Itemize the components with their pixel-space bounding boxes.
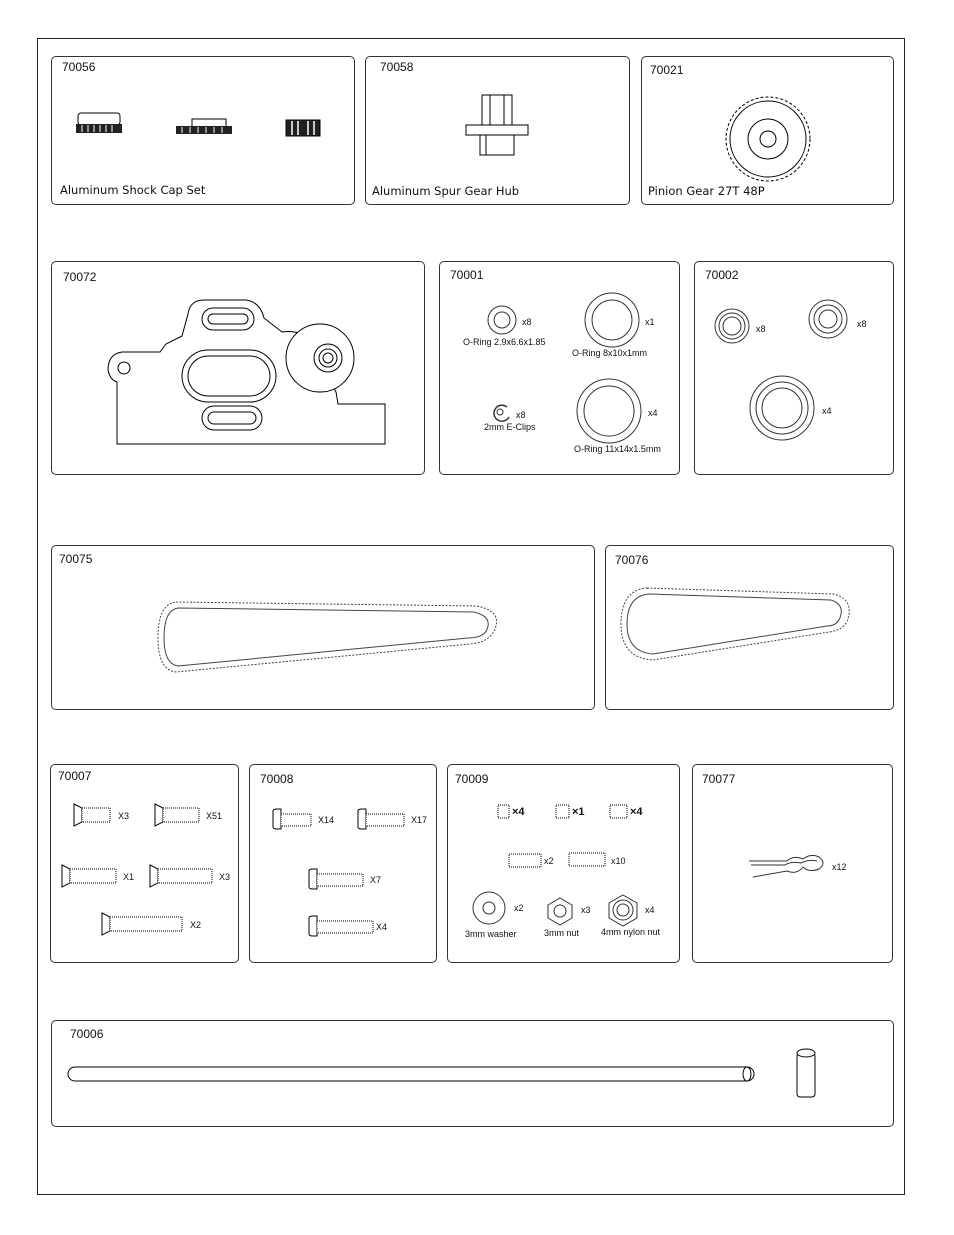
item-qty: x8: [857, 319, 867, 329]
button-head-screw-icon: [307, 914, 387, 944]
item-label: 3mm washer: [465, 929, 517, 939]
item-qty: x8: [522, 317, 532, 327]
washer-icon: [472, 891, 508, 927]
item-label: 2mm E-Clips: [484, 422, 536, 432]
item-label: 4mm nylon nut: [601, 927, 661, 937]
part-code: 70007: [58, 769, 92, 783]
item-label: 3mm nut: [544, 928, 580, 938]
shock-cap-illustration: [72, 107, 372, 167]
item-qty: X4: [376, 922, 388, 932]
item-qty: x4: [648, 408, 658, 418]
set-screw-icon: [609, 804, 629, 820]
part-panel-70076: [605, 545, 894, 710]
item-qty: x1: [645, 317, 655, 327]
set-screw-icon: [497, 804, 511, 820]
shaft-rod-illustration: [66, 1065, 766, 1085]
part-code: 70056: [62, 60, 96, 74]
item-qty: x10: [611, 856, 626, 866]
motor-plate-illustration: [104, 292, 404, 452]
o-ring-11x14-icon: [576, 378, 646, 448]
item-qty: x4: [822, 406, 832, 416]
part-code: 70006: [70, 1027, 104, 1041]
part-panel-70058: [365, 56, 630, 205]
spur-gear-hub-illustration: [464, 91, 544, 161]
item-label: O-Ring 8x10x1mm: [572, 348, 648, 358]
hex-nut-icon: [546, 897, 576, 927]
part-panel-70002: [694, 261, 894, 475]
pin-illustration: [795, 1047, 819, 1103]
part-panel-70075: [51, 545, 595, 710]
part-name: Pinion Gear 27T 48P: [648, 184, 765, 198]
item-qty: x8: [516, 410, 526, 420]
part-code: 70077: [702, 772, 736, 786]
o-ring-small-icon: [487, 305, 519, 337]
pinion-gear-illustration: [718, 89, 818, 189]
item-qty: X1: [123, 872, 135, 882]
item-qty: x8: [756, 324, 766, 334]
grub-screw-icon: [568, 852, 608, 868]
part-name: Aluminum Spur Gear Hub: [372, 184, 520, 198]
item-qty: ×4: [630, 806, 643, 818]
part-code: 70021: [650, 63, 684, 77]
part-name: Aluminum Shock Cap Set: [60, 183, 206, 197]
o-ring-8x10-icon: [583, 294, 643, 354]
part-code: 70076: [615, 553, 649, 567]
part-panel-70021: [641, 56, 894, 205]
nylon-nut-icon: [607, 894, 641, 928]
item-qty: x2: [514, 903, 524, 913]
item-qty: x2: [544, 856, 554, 866]
part-panel-70077: [692, 764, 893, 963]
part-panel-70072: [51, 261, 425, 475]
item-qty: X51: [206, 811, 223, 821]
set-screw-icon: [555, 804, 571, 820]
flat-head-screw-icon: [148, 863, 218, 893]
part-panel-70056: [51, 56, 355, 205]
timing-belt-long-illustration: [156, 596, 506, 676]
part-panel-70006: [51, 1020, 894, 1127]
part-code: 70009: [455, 772, 489, 786]
part-code: 70075: [59, 552, 93, 566]
item-qty: X2: [190, 920, 202, 930]
part-code: 70002: [705, 268, 739, 282]
button-head-screw-icon: [271, 807, 321, 837]
part-code: 70072: [63, 270, 97, 284]
grub-screw-icon: [508, 853, 544, 869]
item-qty: X14: [318, 815, 335, 825]
item-label: O-Ring 11x14x1.5mm: [574, 444, 661, 454]
item-qty: X3: [118, 811, 130, 821]
item-qty: X17: [411, 815, 428, 825]
item-qty: x3: [581, 905, 591, 915]
item-qty: x4: [645, 905, 655, 915]
timing-belt-short-illustration: [619, 584, 859, 664]
bearing-large-icon: [750, 375, 820, 445]
flat-head-screw-icon: [153, 802, 203, 832]
part-panel-70009: [447, 764, 680, 963]
item-qty: ×4: [512, 806, 525, 818]
flat-head-screw-icon: [100, 911, 190, 941]
part-panel-70007: [50, 764, 239, 963]
body-clip-icon: [747, 851, 837, 891]
bearing-medium-icon: [809, 299, 853, 343]
item-qty: x12: [832, 862, 847, 872]
part-panel-70001: [439, 261, 680, 475]
item-qty: ×1: [572, 806, 585, 818]
button-head-screw-icon: [356, 807, 416, 837]
item-qty: X3: [219, 872, 231, 882]
item-label: O-Ring 2.9x6.6x1.85: [463, 337, 546, 347]
part-code: 70008: [260, 772, 294, 786]
item-qty: X7: [370, 875, 382, 885]
flat-head-screw-icon: [60, 863, 120, 893]
button-head-screw-icon: [307, 867, 377, 897]
part-panel-70008: [249, 764, 437, 963]
bearing-small-icon: [714, 308, 754, 348]
part-code: 70001: [450, 268, 484, 282]
part-code: 70058: [380, 60, 414, 74]
flat-head-screw-icon: [72, 802, 112, 832]
